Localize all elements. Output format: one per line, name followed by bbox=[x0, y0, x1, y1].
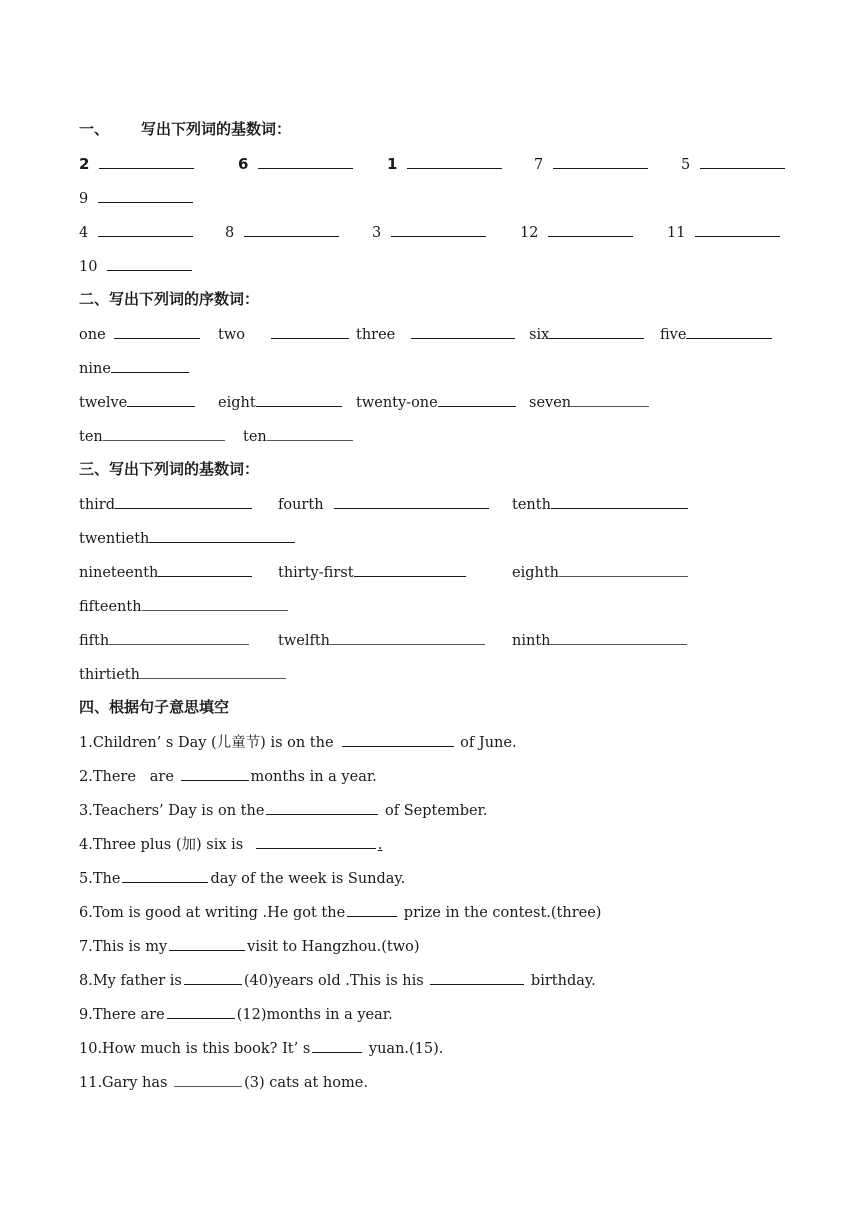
answer-blank[interactable] bbox=[553, 146, 648, 169]
sentence-11 bbox=[79, 1064, 789, 1098]
section2-row3 bbox=[79, 384, 789, 418]
word-label: fourth bbox=[278, 497, 324, 513]
answer-blank[interactable] bbox=[347, 894, 397, 917]
answer-blank[interactable] bbox=[140, 656, 286, 679]
word-label: nineteenth bbox=[79, 565, 159, 581]
word-label: fifth bbox=[79, 633, 110, 649]
word-label: 8 bbox=[225, 225, 235, 241]
word-label: 4 bbox=[79, 225, 89, 241]
answer-blank[interactable] bbox=[267, 418, 353, 441]
answer-blank[interactable] bbox=[174, 1064, 242, 1087]
answer-blank[interactable] bbox=[354, 554, 466, 577]
word-label: 5 bbox=[681, 157, 691, 173]
word-label: nine bbox=[79, 361, 111, 377]
word-label: 9 bbox=[79, 191, 89, 207]
word-label: 3 bbox=[372, 225, 382, 241]
section1-number: 一、 bbox=[79, 120, 110, 138]
answer-blank[interactable] bbox=[407, 146, 502, 169]
answer-blank[interactable] bbox=[181, 758, 249, 781]
sentence-7 bbox=[79, 928, 789, 962]
answer-blank[interactable] bbox=[107, 248, 192, 271]
section3-row6 bbox=[79, 656, 789, 690]
sentence-text: 6.Tom is good at writing .He got the bbox=[79, 905, 346, 921]
section2-row1 bbox=[79, 316, 789, 350]
sentence-text: . bbox=[377, 837, 383, 853]
answer-blank[interactable] bbox=[142, 588, 288, 611]
section1-heading bbox=[79, 112, 789, 146]
answer-blank[interactable] bbox=[149, 520, 295, 543]
answer-blank[interactable] bbox=[184, 962, 242, 985]
sentence-text: yuan.(15). bbox=[364, 1041, 444, 1057]
section2-title: 二、写出下列词的序数词： bbox=[79, 290, 260, 308]
sentence-text: 7.This is my bbox=[79, 939, 168, 955]
sentence-10 bbox=[79, 1030, 789, 1064]
answer-blank[interactable] bbox=[342, 724, 454, 747]
sentence-text: months in a year. bbox=[250, 769, 377, 785]
answer-blank[interactable] bbox=[549, 316, 644, 339]
answer-blank[interactable] bbox=[571, 384, 649, 407]
worksheet bbox=[79, 112, 789, 1098]
answer-blank[interactable] bbox=[430, 962, 524, 985]
word-label: five bbox=[660, 327, 687, 343]
section4-title: 四、根据句子意思填空 bbox=[79, 698, 230, 716]
answer-blank[interactable] bbox=[111, 350, 189, 373]
section3-row5 bbox=[79, 622, 789, 656]
section1-row3 bbox=[79, 214, 789, 248]
answer-blank[interactable] bbox=[266, 792, 378, 815]
answer-blank[interactable] bbox=[256, 384, 342, 407]
answer-blank[interactable] bbox=[330, 622, 485, 645]
sentence-text: (3) cats at home. bbox=[244, 1075, 368, 1091]
answer-blank[interactable] bbox=[167, 996, 235, 1019]
answer-blank[interactable] bbox=[99, 146, 194, 169]
answer-blank[interactable] bbox=[169, 928, 245, 951]
word-label: tenth bbox=[512, 497, 551, 513]
section1-row2 bbox=[79, 180, 789, 214]
sentence-text: of September. bbox=[380, 803, 488, 819]
sentence-8 bbox=[79, 962, 789, 996]
sentence-text: 8.My father is bbox=[79, 973, 182, 989]
word-label: eight bbox=[218, 395, 256, 411]
answer-blank[interactable] bbox=[312, 1030, 362, 1053]
sentence-2 bbox=[79, 758, 789, 792]
answer-blank[interactable] bbox=[127, 384, 195, 407]
answer-blank[interactable] bbox=[122, 860, 208, 883]
sentence-text: 1.Children’ s Day (儿童节) is on the bbox=[79, 735, 334, 751]
section2-heading bbox=[79, 282, 789, 316]
sentence-text: prize in the contest.(three) bbox=[399, 905, 602, 921]
word-label: fifteenth bbox=[79, 599, 142, 615]
sentence-9 bbox=[79, 996, 789, 1030]
section1-row4 bbox=[79, 248, 789, 282]
word-label: three bbox=[356, 327, 396, 343]
sentence-text: 2.There are bbox=[79, 769, 179, 785]
answer-blank[interactable] bbox=[271, 316, 349, 339]
sentence-5 bbox=[79, 860, 789, 894]
word-label: 2 bbox=[79, 155, 90, 173]
answer-blank[interactable] bbox=[98, 214, 193, 237]
sentence-text: 5.The bbox=[79, 871, 121, 887]
word-label: 11 bbox=[667, 225, 686, 241]
word-label: seven bbox=[529, 395, 572, 411]
section3-row2 bbox=[79, 520, 789, 554]
sentence-6 bbox=[79, 894, 789, 928]
section3-row1 bbox=[79, 486, 789, 520]
word-label: twelfth bbox=[278, 633, 330, 649]
word-label: thirty-first bbox=[278, 565, 354, 581]
sentence-text: 3.Teachers’ Day is on the bbox=[79, 803, 265, 819]
section1-title: 写出下列词的基数词： bbox=[141, 120, 292, 138]
word-label: 7 bbox=[534, 157, 544, 173]
section2-row2 bbox=[79, 350, 789, 384]
word-label: one bbox=[79, 327, 106, 343]
word-label: 6 bbox=[238, 155, 249, 173]
sentence-text: 9.There are bbox=[79, 1007, 165, 1023]
word-label: ten bbox=[79, 429, 103, 445]
word-label: 1 bbox=[387, 155, 398, 173]
section1-row1 bbox=[79, 146, 789, 180]
answer-blank[interactable] bbox=[98, 180, 193, 203]
word-label: two bbox=[218, 327, 245, 343]
answer-blank[interactable] bbox=[391, 214, 486, 237]
answer-blank[interactable] bbox=[244, 214, 339, 237]
answer-blank[interactable] bbox=[258, 146, 353, 169]
answer-blank[interactable] bbox=[334, 486, 489, 509]
word-label: six bbox=[529, 327, 550, 343]
sentence-1 bbox=[79, 724, 789, 758]
section3-row3 bbox=[79, 554, 789, 588]
sentence-4 bbox=[79, 826, 789, 860]
sentence-text: day of the week is Sunday. bbox=[210, 871, 406, 887]
answer-blank[interactable] bbox=[559, 554, 688, 577]
sentence-text: birthday. bbox=[526, 973, 596, 989]
section3-heading bbox=[79, 452, 789, 486]
answer-blank[interactable] bbox=[695, 214, 780, 237]
word-label: eighth bbox=[512, 565, 560, 581]
sentence-text: of June. bbox=[455, 735, 517, 751]
answer-blank[interactable] bbox=[109, 622, 249, 645]
answer-blank[interactable] bbox=[438, 384, 516, 407]
section2-row4 bbox=[79, 418, 789, 452]
word-label: 12 bbox=[520, 225, 539, 241]
answer-blank[interactable] bbox=[115, 486, 252, 509]
answer-blank[interactable] bbox=[103, 418, 225, 441]
answer-blank[interactable] bbox=[411, 316, 515, 339]
word-label: ninth bbox=[512, 633, 551, 649]
word-label: twentieth bbox=[79, 531, 150, 547]
answer-blank[interactable] bbox=[114, 316, 200, 339]
word-label: thirtieth bbox=[79, 667, 140, 683]
answer-blank[interactable] bbox=[158, 554, 252, 577]
sentence-text: 10.How much is this book? It’ s bbox=[79, 1041, 311, 1057]
word-label: 10 bbox=[79, 259, 98, 275]
answer-blank[interactable] bbox=[686, 316, 772, 339]
answer-blank[interactable] bbox=[548, 214, 633, 237]
sentence-text: 11.Gary has bbox=[79, 1075, 173, 1091]
answer-blank[interactable] bbox=[550, 622, 687, 645]
section3-row4 bbox=[79, 588, 789, 622]
sentence-text: (12)months in a year. bbox=[236, 1007, 393, 1023]
section4-heading bbox=[79, 690, 789, 724]
answer-blank[interactable] bbox=[700, 146, 785, 169]
sentence-text: 4.Three plus (加) six is bbox=[79, 837, 248, 853]
word-label: twelve bbox=[79, 395, 128, 411]
section3-title: 三、写出下列词的基数词： bbox=[79, 460, 260, 478]
sentence-text: (40)years old .This is his bbox=[243, 973, 429, 989]
word-label: ten bbox=[243, 429, 267, 445]
sentence-text: visit to Hangzhou.(two) bbox=[247, 939, 420, 955]
answer-blank[interactable] bbox=[551, 486, 688, 509]
word-label: third bbox=[79, 497, 116, 513]
sentence-3 bbox=[79, 792, 789, 826]
answer-blank[interactable] bbox=[256, 826, 376, 849]
word-label: twenty-one bbox=[356, 395, 438, 411]
